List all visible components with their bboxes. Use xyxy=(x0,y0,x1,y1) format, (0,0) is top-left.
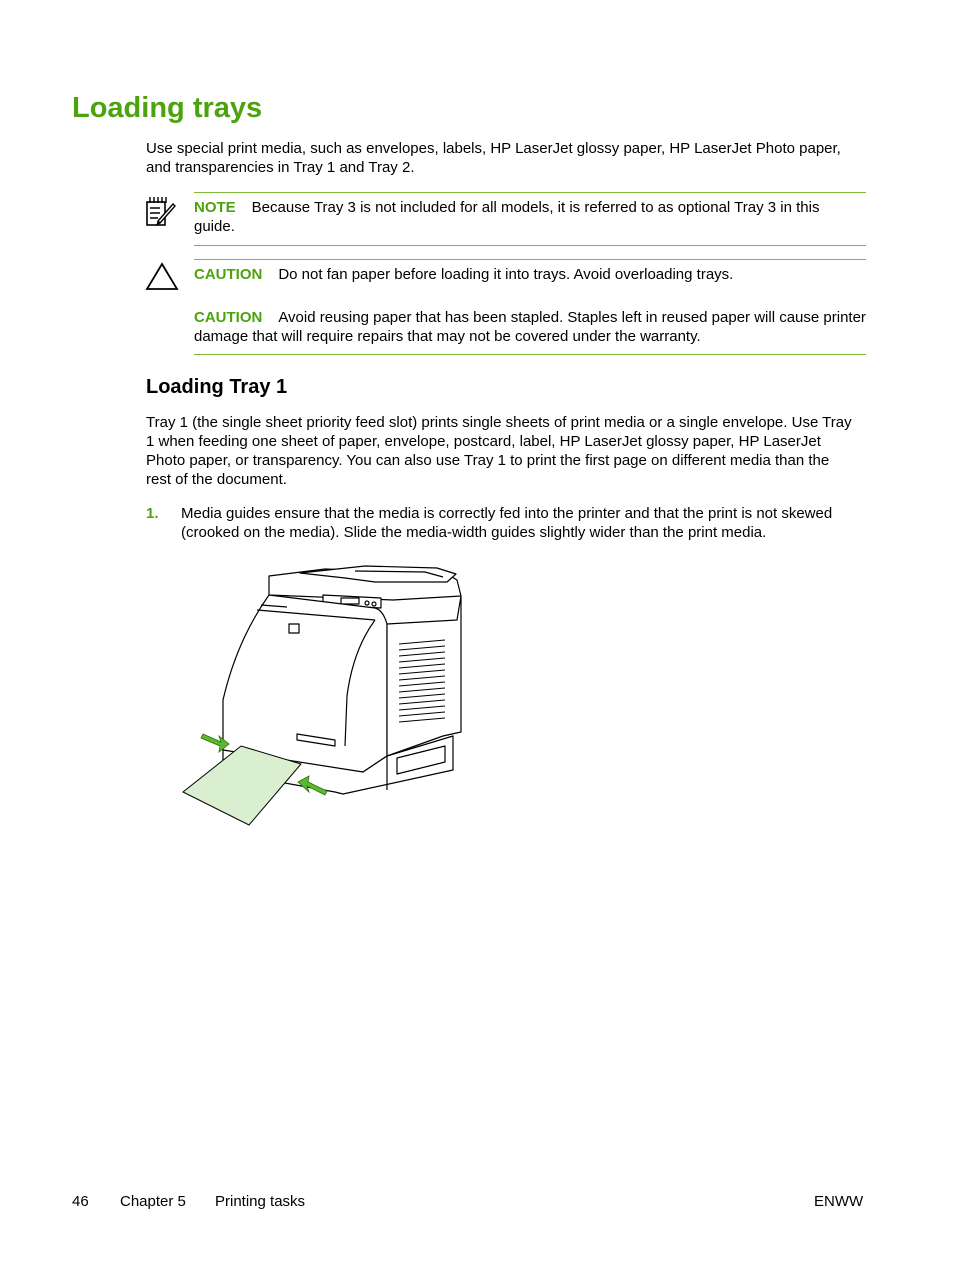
step-text: Media guides ensure that the media is correctly fed into the printer and that the print is not skewed (crooked on the media). Slide the media-width guides slightly wider than the print media. xyxy=(181,505,833,541)
note-label: NOTE xyxy=(194,199,236,216)
caution-item xyxy=(194,265,859,284)
caution-text: Avoid reusing paper that has been stapled. Staples left in reused paper will cause printer damage that will require repairs that may not be covered under the warranty. xyxy=(194,309,866,345)
page-title: Loading trays xyxy=(72,92,263,124)
section-paragraph: Tray 1 (the single sheet priority feed slot) prints single sheets of print media or a single envelope. Use Tray 1 when feeding one sheet of paper, envelope, postcard, label, HP LaserJet glossy paper, HP LaserJet Photo paper, or transparency. You can also use Tray 1 to print the first page on different media than the rest of the document. xyxy=(146,414,852,488)
caution-label: CAUTION xyxy=(194,309,263,326)
caution-triangle-icon xyxy=(145,262,179,292)
note-top-rule xyxy=(194,192,866,193)
footer-chapter-title: Printing tasks xyxy=(215,1193,306,1210)
printer-illustration xyxy=(175,560,475,832)
footer-chapter: Chapter 5 xyxy=(120,1193,186,1210)
note-bottom-rule xyxy=(194,245,866,246)
intro-paragraph: Use special print media, such as envelopes, labels, HP LaserJet glossy paper, HP LaserJet Photo paper, and transparencies in Tray 1 and Tray 2. xyxy=(146,140,841,176)
footer-page-number: 46 xyxy=(72,1193,89,1210)
step-number: 1. xyxy=(146,505,159,522)
footer-right: ENWW xyxy=(814,1193,864,1210)
caution-item xyxy=(194,308,866,346)
caution-text: Do not fan paper before loading it into trays. Avoid overloading trays. xyxy=(278,266,734,283)
caution-top-rule xyxy=(194,259,866,260)
note-text: Because Tray 3 is not included for all models, it is referred to as optional Tray 3 in this guide. xyxy=(194,199,820,235)
section-title: Loading Tray 1 xyxy=(146,376,288,398)
caution-label: CAUTION xyxy=(194,266,263,283)
caution-bottom-rule xyxy=(194,354,866,355)
note xyxy=(194,198,859,236)
note-icon xyxy=(144,194,176,228)
